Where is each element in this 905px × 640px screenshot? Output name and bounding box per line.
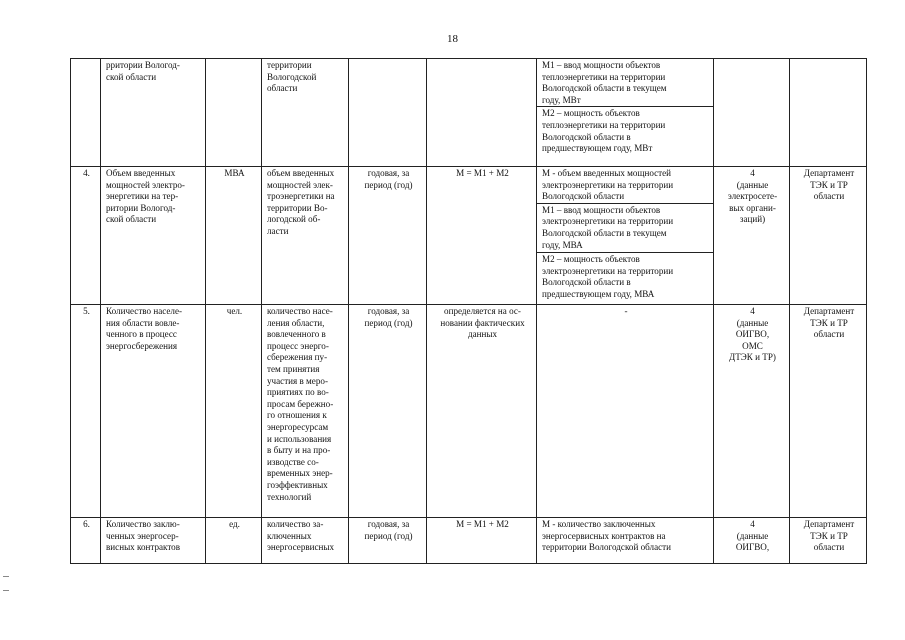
formula <box>427 59 537 167</box>
responsible-body: Департамент ТЭК и ТР области <box>790 305 867 518</box>
periodicity: годовая, за период (год) <box>349 167 427 305</box>
indicator-name: Количество заклю- ченных энергосер- висных контрактов <box>101 518 206 564</box>
indicator-definition: количество насе- ления области, вовлеченного в процесс энерго- сбережения пу- тем принятия участия в меро- приятиях по во- просам бережно- го отношения к энергоресурсам и использования в быту и на про- изводстве со- временных энер- гоэффективных технологий <box>262 305 349 518</box>
formula-components <box>537 518 714 564</box>
formula: М = М1 + М2 <box>427 518 537 564</box>
formula: определяется на ос- новании фактических данных <box>427 305 537 518</box>
unit-of-measure: чел. <box>206 305 262 518</box>
formula-components <box>537 59 714 167</box>
component-item: М1 – ввод мощности объектов электроэнергетики на территории Вологодской области в текущем году, МВА <box>537 203 713 252</box>
component-item: - <box>624 306 628 316</box>
page-number: 18 <box>447 33 458 45</box>
row-number: 4. <box>71 167 101 305</box>
indicator-definition: объем введенных мощностей элек- троэнергетики на территории Во- логодской об- ласти <box>262 167 349 305</box>
table-row <box>71 518 867 564</box>
indicator-name: рритории Вологод- ской области <box>101 59 206 167</box>
periodicity <box>349 59 427 167</box>
component-item: М1 – ввод мощности объектов теплоэнергетики на территории Вологодской области в текущем году, МВт <box>542 60 667 105</box>
unit-of-measure <box>206 59 262 167</box>
collection-method: 4 (данные электросете- вых органи- заций) <box>714 167 790 305</box>
periodicity: годовая, за период (год) <box>349 518 427 564</box>
table-row <box>71 59 867 167</box>
indicators-table <box>70 58 867 564</box>
unit-of-measure: МВА <box>206 167 262 305</box>
row-number: 6. <box>71 518 101 564</box>
margin-mark <box>3 590 9 591</box>
row-number <box>71 59 101 167</box>
component-item: М2 – мощность объектов электроэнергетики на территории Вологодской области в предшествующем году, МВА <box>537 252 713 301</box>
indicator-definition: территории Вологодской области <box>262 59 349 167</box>
formula: М = М1 + М2 <box>427 167 537 305</box>
table-row <box>71 167 867 305</box>
table-row <box>71 305 867 518</box>
component-item: М - количество заключенных энергосервисных контрактов на территории Вологодской области <box>542 519 671 553</box>
collection-method <box>714 59 790 167</box>
formula-components <box>537 167 714 305</box>
indicator-definition: количество за- ключенных энергосервисных <box>262 518 349 564</box>
collection-method: 4 (данные ОИГВО, ОМС ДТЭК и ТР) <box>714 305 790 518</box>
formula-components <box>537 305 714 518</box>
row-number: 5. <box>71 305 101 518</box>
margin-mark <box>3 576 9 577</box>
component-item: М - объем введенных мощностей электроэнергетики на территории Вологодской области <box>542 168 674 202</box>
collection-method: 4 (данные ОИГВО, <box>714 518 790 564</box>
periodicity: годовая, за период (год) <box>349 305 427 518</box>
responsible-body <box>790 59 867 167</box>
responsible-body: Департамент ТЭК и ТР области <box>790 518 867 564</box>
unit-of-measure: ед. <box>206 518 262 564</box>
indicator-name: Количество населе- ния области вовле- ченного в процесс энергосбережения <box>101 305 206 518</box>
component-item: М2 – мощность объектов теплоэнергетики на территории Вологодской области в предшествующем году, МВт <box>537 106 713 155</box>
indicator-name: Объем введенных мощностей электро- энергетики на тер- ритории Вологод- ской области <box>101 167 206 305</box>
responsible-body: Департамент ТЭК и ТР области <box>790 167 867 305</box>
